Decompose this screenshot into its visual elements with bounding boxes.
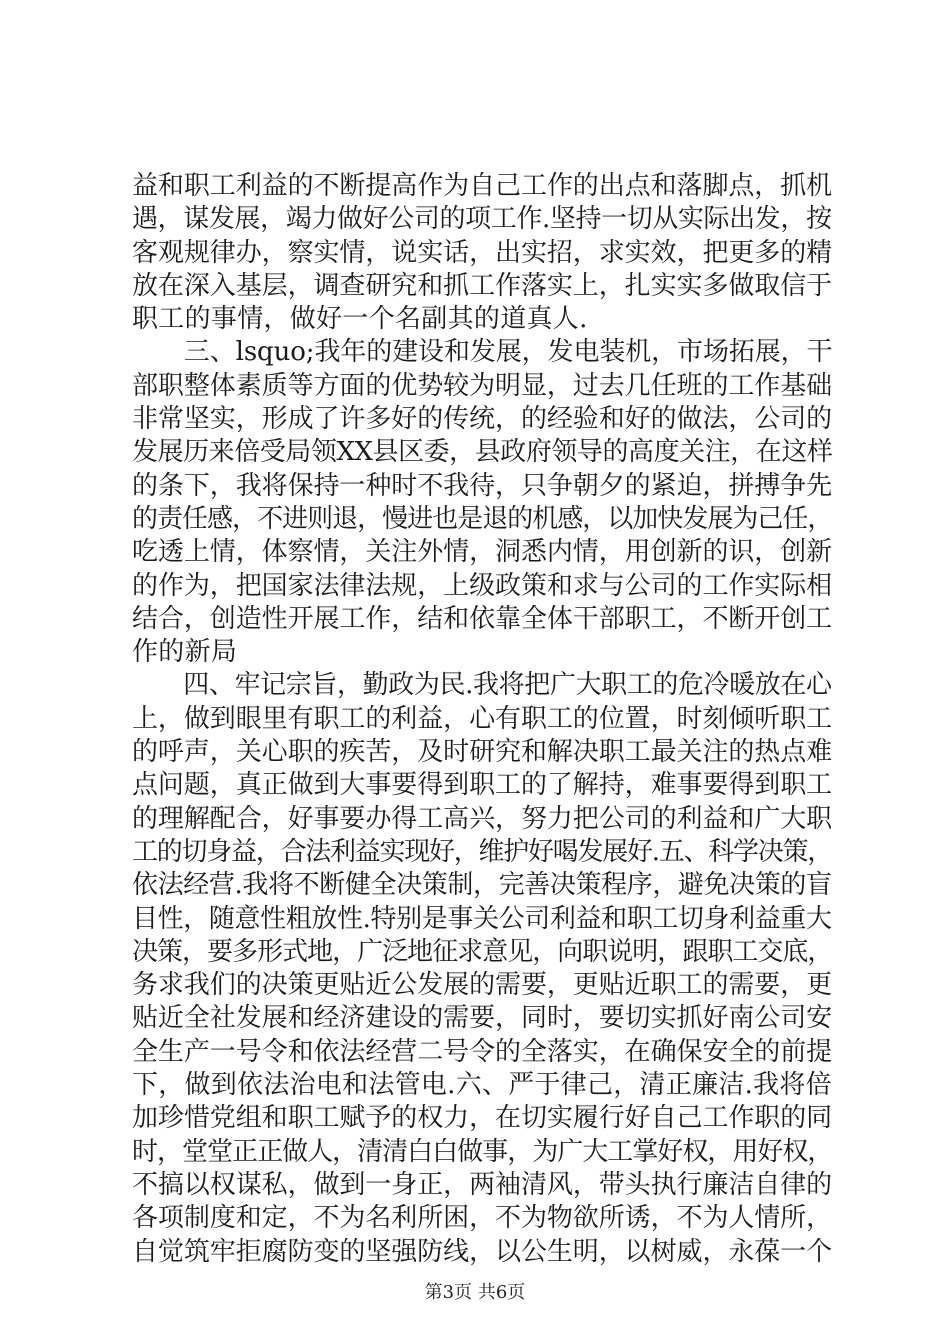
text-line: 三、lsquo;我年的建设和发展，发电装机，市场拓展，干 (132, 337, 833, 368)
text-line: 非常坚实，形成了许多好的传统，的经验和好的做法，公司的 (132, 404, 833, 435)
page-footer: 第3页 共6页 (424, 1282, 526, 1303)
text-line: 依法经营.我将不断健全决策制，完善决策程序，避免决策的盲 (132, 870, 832, 901)
text-line: 益和职工利益的不断提高作为自己工作的出点和落脚点，抓机 (132, 171, 833, 201)
text-line: 全生产一号令和依法经营二号令的全落实，在确保安全的前提 (132, 1036, 833, 1067)
text-line: 贴近全社发展和经济建设的需要，同时，要切实抓好南公司安 (132, 1003, 833, 1034)
text-line: 的理解配合，好事要办得工高兴，努力把公司的利益和广大职 (132, 803, 833, 834)
text-line: 遇，谋发展，竭力做好公司的项工作.坚持一切从实际出发，按 (132, 204, 832, 235)
text-line: 吃透上情，体察情，关注外情，洞悉内情，用创新的识，创新 (132, 537, 833, 568)
text-line: 客观规律办，察实情，说实话，出实招，求实效，把更多的精 (132, 237, 833, 268)
text-line: 放在深入基层，调查研究和抓工作落实上，扎实实多做取信于 (132, 270, 833, 301)
text-line: 四、牢记宗旨，勤政为民.我将把广大职工的危冷暖放在心 (132, 670, 832, 701)
text-line: 不搞以权谋私，做到一身正，两袖清风，带头执行廉洁自律的 (132, 1169, 833, 1200)
text-line: 点问题，真正做到大事要得到职工的了解持，难事要得到职工 (132, 770, 833, 801)
text-line: 加珍惜党组和职工赋予的权力，在切实履行好自己工作职的同 (132, 1103, 833, 1134)
text-line: 部职整体素质等方面的优势较为明显，过去几任班的工作基础 (132, 370, 833, 401)
text-line: 职工的事情，做好一个名副其的道真人. (132, 304, 588, 335)
text-line: 的条下，我将保持一种时不我待，只争朝夕的紧迫，拼搏争先 (132, 470, 833, 501)
text-line: 目性，随意性粗放性.特别是事关公司利益和职工切身利益重大 (132, 903, 832, 934)
text-line: 结合，创造性开展工作，结和依靠全体干部职工，不断开创工 (132, 603, 833, 634)
text-line: 务求我们的决策更贴近公发展的需要，更贴近职工的需要，更 (132, 970, 833, 1001)
text-line: 工的切身益，合法利益实现好，维护好喝发展好.五、科学决策， (132, 836, 832, 867)
text-line: 发展历来倍受局领XX县区委，县政府领导的高度关注，在这样 (132, 437, 833, 468)
text-line: 自觉筑牢拒腐防变的坚强防线，以公生明，以树威，永葆一个 (132, 1236, 833, 1267)
text-line: 各项制度和定，不为名利所困，不为物欲所诱，不为人情所， (132, 1203, 833, 1234)
body-text (132, 170, 832, 1269)
text-line: 上，做到眼里有职工的利益，心有职工的位置，时刻倾听职工 (132, 703, 833, 734)
text-line: 的作为，把国家法律法规，上级政策和求与公司的工作实际相 (132, 570, 833, 601)
text-line: 的呼声，关心职的疾苦，及时研究和解决职工最关注的热点难 (132, 737, 833, 768)
text-line: 的责任感，不进则退，慢进也是退的机感，以加快发展为己任， (132, 503, 833, 534)
text-line: 作的新局 (132, 637, 238, 668)
text-line: 决策，要多形式地，广泛地征求意见，向职说明，跟职工交底， (132, 936, 833, 967)
text-line: 时，堂堂正正做人，清清白白做事，为广大工掌好权，用好权， (132, 1136, 833, 1167)
text-line: 下，做到依法治电和法管电.六、严于律己，清正廉洁.我将倍 (132, 1070, 832, 1101)
